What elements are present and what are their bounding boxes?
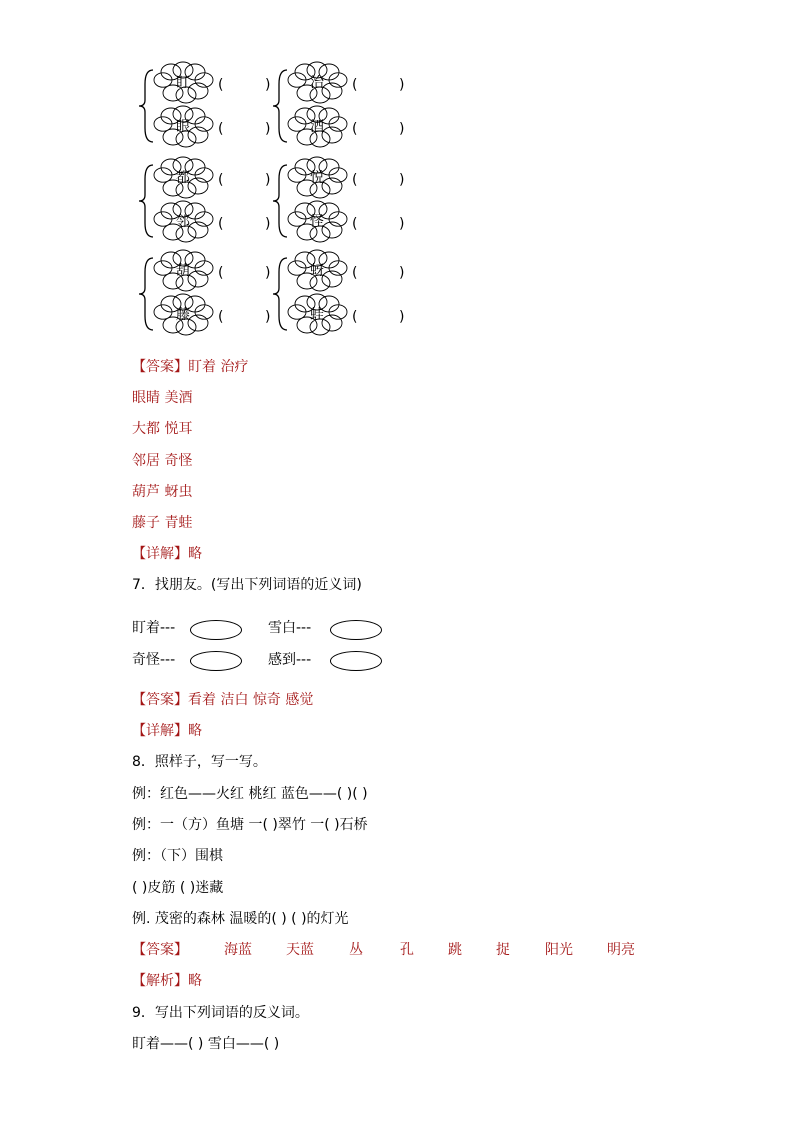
- q8-title: 8．照样子，写一写。: [132, 754, 267, 770]
- q8-line-4: ( )皮筋 ( )迷藏: [132, 880, 224, 896]
- cloud-character: 治: [310, 75, 324, 91]
- answer-tag: 【答案】: [132, 359, 188, 375]
- q6-answer-line-4: 邻居 奇怪: [132, 453, 193, 469]
- cloud-character: 葫: [176, 263, 190, 279]
- answer-blank-left-paren: (: [352, 216, 358, 232]
- answer-blank-right-paren: ): [399, 172, 405, 188]
- answer-blank-right-paren: ): [399, 216, 405, 232]
- cloud-character: 酒: [310, 119, 324, 135]
- answer-blank-left-paren: (: [218, 265, 224, 281]
- q6-answer-line-2: 眼睛 美酒: [132, 390, 193, 406]
- q7-item-3: 奇怪---: [132, 652, 176, 668]
- cloud-character: 盯: [176, 75, 190, 91]
- brace-and-cloud-drawings: [0, 0, 794, 345]
- answer-blank-right-paren: ): [265, 309, 271, 325]
- q7-item-2: 雪白---: [268, 620, 312, 636]
- detail-text: 略: [188, 973, 202, 989]
- answer-blank-left-paren: (: [352, 309, 358, 325]
- q8-example-3: 例：（下）围棋: [132, 848, 223, 864]
- answer-blank-left-paren: (: [218, 216, 224, 232]
- detail-text: 略: [188, 723, 202, 739]
- answer-oval[interactable]: [190, 651, 242, 671]
- answer-blank-left-paren: (: [352, 172, 358, 188]
- brace: [139, 258, 153, 330]
- answer-blank-right-paren: ): [265, 172, 271, 188]
- q7-item-1: 盯着---: [132, 620, 176, 636]
- q6-answer-line-3: 大都 悦耳: [132, 421, 193, 437]
- q6-detail: [132, 545, 202, 563]
- brace: [273, 70, 287, 142]
- answer-tag: 【答案】: [132, 942, 188, 958]
- q8-answer: [132, 941, 188, 959]
- q9-title: 9．写出下列词语的反义词。: [132, 1005, 309, 1021]
- q6-answer-line-5: 葫芦 蚜虫: [132, 484, 193, 500]
- answer-blank-right-paren: ): [265, 77, 271, 93]
- brace: [139, 165, 153, 237]
- cloud-character: 蚜: [310, 263, 324, 279]
- q7-answer: [132, 691, 313, 709]
- brace: [139, 70, 153, 142]
- q8-answer-word: 阳光: [545, 942, 573, 958]
- cloud-character: 悦: [310, 170, 324, 186]
- cloud-character: 藤: [176, 307, 190, 323]
- cloud-character: 都: [176, 170, 190, 186]
- answer-oval[interactable]: [190, 620, 242, 640]
- detail-tag: 【解析】: [132, 973, 188, 989]
- q8-example-5: 例. 茂密的森林 温暖的( ) ( )的灯光: [132, 911, 349, 927]
- answer-blank-left-paren: (: [352, 77, 358, 93]
- q9-line: 盯着——( ) 雪白——( ): [132, 1036, 280, 1052]
- answer-blank-right-paren: ): [399, 77, 405, 93]
- answer-blank-right-paren: ): [399, 121, 405, 137]
- answer-oval[interactable]: [330, 620, 382, 640]
- q8-example-1: 例：红色——火红 桃红 蓝色——( )( ): [132, 786, 368, 802]
- q8-answer-word: 孔: [400, 942, 414, 958]
- q7-detail: [132, 722, 202, 740]
- answer-text: 看着 洁白 惊奇 感觉: [188, 692, 314, 708]
- q7-title: 7．找朋友。(写出下列词语的近义词): [132, 577, 362, 593]
- brace: [273, 258, 287, 330]
- q8-detail: [132, 972, 202, 990]
- q6-answer-line-1: [132, 358, 248, 376]
- brace: [273, 165, 287, 237]
- q8-answer-word: 跳: [448, 942, 462, 958]
- answer-blank-left-paren: (: [352, 121, 358, 137]
- detail-tag: 【详解】: [132, 546, 188, 562]
- cloud-character: 怪: [310, 214, 324, 230]
- q8-answer-word: 海蓝: [224, 942, 252, 958]
- answer-blank-left-paren: (: [218, 121, 224, 137]
- answer-blank-right-paren: ): [399, 265, 405, 281]
- detail-tag: 【详解】: [132, 723, 188, 739]
- detail-text: 略: [188, 546, 202, 562]
- cloud-character: 蛙: [310, 307, 324, 323]
- answer-blank-left-paren: (: [218, 309, 224, 325]
- answer-text: 盯着 治疗: [188, 359, 249, 375]
- cloud-character: 眼: [176, 119, 190, 135]
- q8-answer-word: 丛: [349, 942, 363, 958]
- answer-blank-right-paren: ): [265, 216, 271, 232]
- q8-example-2: 例：一（方）鱼塘 一( )翠竹 一( )石桥: [132, 817, 368, 833]
- q6-answer-line-6: 藤子 青蛙: [132, 515, 193, 531]
- q8-answer-word: 明亮: [607, 942, 635, 958]
- cloud-character: 邻: [176, 214, 190, 230]
- q7-item-4: 感到---: [268, 652, 312, 668]
- answer-blank-left-paren: (: [352, 265, 358, 281]
- answer-blank-left-paren: (: [218, 77, 224, 93]
- word-group-section: [0, 0, 794, 345]
- answer-oval[interactable]: [330, 651, 382, 671]
- answer-blank-right-paren: ): [399, 309, 405, 325]
- answer-blank-right-paren: ): [265, 265, 271, 281]
- q8-answer-word: 捉: [496, 942, 510, 958]
- q8-answer-word: 天蓝: [286, 942, 314, 958]
- answer-blank-left-paren: (: [218, 172, 224, 188]
- answer-tag: 【答案】: [132, 692, 188, 708]
- answer-blank-right-paren: ): [265, 121, 271, 137]
